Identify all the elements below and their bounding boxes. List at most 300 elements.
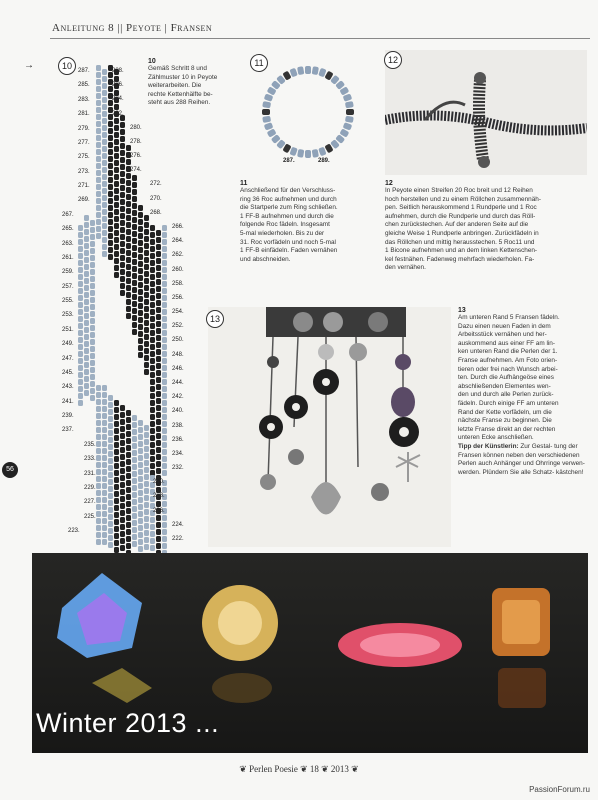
pattern-bead: [120, 412, 125, 418]
text-line: Franse aufnehmen. Am Foto orien-: [458, 356, 558, 364]
pattern-bead: [126, 508, 131, 514]
pattern-bead: [84, 236, 89, 242]
tip-line: Anhänger und Ohrringe verwen-: [493, 460, 585, 468]
pattern-bead: [126, 445, 131, 451]
pattern-bead: [120, 496, 125, 502]
pattern-bead: [102, 504, 107, 510]
pattern-bead: [120, 419, 125, 425]
row-label: 227.: [84, 499, 96, 506]
pattern-bead: [126, 243, 131, 249]
pattern-bead: [132, 457, 137, 463]
ring-bead: [262, 116, 271, 123]
pattern-bead: [162, 253, 167, 259]
pattern-bead: [96, 100, 101, 106]
row-label: 265.: [62, 226, 74, 233]
pattern-bead: [90, 269, 95, 275]
pattern-bead: [120, 503, 125, 509]
ring-bead: [343, 122, 353, 130]
pattern-bead: [102, 448, 107, 454]
pattern-bead: [90, 367, 95, 373]
pattern-bead: [102, 434, 107, 440]
pattern-bead: [156, 300, 161, 306]
pattern-bead: [138, 240, 143, 246]
pattern-bead: [162, 358, 167, 364]
pattern-bead: [126, 410, 131, 416]
pattern-bead: [102, 399, 107, 405]
pattern-bead: [96, 385, 101, 391]
pattern-bead: [96, 128, 101, 134]
pattern-bead: [90, 339, 95, 345]
text-line: Anschließend für den Verschluss-: [240, 187, 336, 194]
pattern-bead: [120, 531, 125, 537]
pattern-bead: [144, 264, 149, 270]
pattern-bead: [132, 443, 137, 449]
pattern-bead: [114, 470, 119, 476]
pattern-bead: [90, 318, 95, 324]
pattern-bead: [84, 271, 89, 277]
pattern-bead: [144, 516, 149, 522]
step-11-badge: 11: [250, 54, 268, 72]
pattern-bead: [114, 428, 119, 434]
pattern-bead: [156, 265, 161, 271]
pattern-bead: [102, 385, 107, 391]
row-label: 248.: [172, 351, 184, 358]
pattern-bead: [84, 299, 89, 305]
pattern-bead: [120, 164, 125, 170]
pattern-bead: [132, 541, 137, 547]
pattern-bead: [150, 365, 155, 371]
pattern-bead: [132, 182, 137, 188]
pattern-bead: [108, 395, 113, 401]
pattern-bead: [138, 497, 143, 503]
pattern-bead: [132, 203, 137, 209]
pattern-bead: [78, 358, 83, 364]
row-label: 276.: [130, 153, 142, 160]
pattern-bead: [144, 544, 149, 550]
pattern-bead: [120, 178, 125, 184]
row-label: 254.: [172, 309, 184, 316]
row-label: 256.: [172, 294, 184, 301]
pattern-bead: [150, 239, 155, 245]
pattern-bead: [84, 257, 89, 263]
pattern-bead: [120, 440, 125, 446]
text-line: fädeln. Durch einige FF am unteren: [458, 399, 559, 407]
pattern-bead: [108, 437, 113, 443]
pattern-bead: [96, 191, 101, 197]
pattern-bead: [84, 250, 89, 256]
pattern-bead: [84, 243, 89, 249]
pattern-bead: [120, 405, 125, 411]
pattern-bead: [96, 420, 101, 426]
pattern-bead: [84, 292, 89, 298]
pattern-bead: [108, 198, 113, 204]
pattern-bead: [126, 215, 131, 221]
pattern-bead: [90, 332, 95, 338]
pattern-bead: [84, 215, 89, 221]
pattern-bead: [114, 181, 119, 187]
photo-clasp-closeup: [385, 50, 587, 175]
pattern-bead: [162, 225, 167, 231]
ring-bead: [297, 149, 304, 158]
pattern-bead: [132, 520, 137, 526]
text-line: unteren Ecke anschließen.: [458, 434, 534, 442]
pattern-bead: [90, 283, 95, 289]
pattern-bead: [114, 435, 119, 441]
pattern-bead: [126, 257, 131, 263]
pattern-bead: [78, 288, 83, 294]
pattern-bead: [132, 429, 137, 435]
row-label: 222.: [172, 536, 184, 542]
pattern-bead: [162, 456, 167, 462]
row-label: 286.: [112, 82, 124, 89]
pattern-bead: [108, 205, 113, 211]
pattern-bead: [96, 392, 101, 398]
clasp-ring-diagram: [254, 60, 362, 170]
pattern-bead: [102, 125, 107, 131]
pattern-bead: [120, 199, 125, 205]
pattern-bead: [96, 483, 101, 489]
pattern-bead: [120, 482, 125, 488]
row-label: 278.: [130, 138, 142, 145]
pattern-bead: [114, 505, 119, 511]
pattern-bead: [132, 506, 137, 512]
artist-tip-label: Tipp der Künstlerin:: [458, 442, 519, 450]
pattern-bead: [96, 79, 101, 85]
pattern-bead: [150, 538, 155, 544]
pattern-bead: [150, 517, 155, 523]
pattern-bead: [108, 177, 113, 183]
step-13-title: 13: [458, 307, 466, 314]
pattern-bead: [120, 461, 125, 467]
row-label: 231.: [84, 470, 96, 477]
step-12-title: 12: [385, 180, 393, 187]
pattern-bead: [126, 271, 131, 277]
pattern-bead: [84, 383, 89, 389]
pattern-bead: [84, 278, 89, 284]
pattern-bead: [162, 487, 167, 493]
pattern-bead: [126, 145, 131, 151]
pattern-bead: [120, 185, 125, 191]
pattern-bead: [156, 454, 161, 460]
pattern-bead: [162, 302, 167, 308]
pattern-bead: [132, 499, 137, 505]
pattern-bead: [120, 206, 125, 212]
pattern-bead: [102, 469, 107, 475]
pattern-bead: [156, 405, 161, 411]
text-line: ken unteren Rand die Perlen der 1.: [458, 348, 558, 356]
pattern-bead: [132, 308, 137, 314]
pattern-bead: [96, 434, 101, 440]
pattern-bead: [156, 522, 161, 528]
pattern-bead: [132, 471, 137, 477]
text-line: nächste Franse zu beginnen. Die: [458, 417, 552, 425]
pattern-bead: [108, 535, 113, 541]
pattern-bead: [132, 280, 137, 286]
pattern-bead: [114, 498, 119, 504]
pattern-bead: [84, 355, 89, 361]
ring-bead: [343, 93, 353, 101]
pattern-bead: [150, 386, 155, 392]
row-label: 237.: [62, 427, 74, 434]
pattern-bead: [132, 217, 137, 223]
pattern-bead: [156, 356, 161, 362]
row-label: 242.: [172, 394, 184, 401]
pattern-bead: [102, 174, 107, 180]
pattern-bead: [144, 432, 149, 438]
pattern-bead: [150, 337, 155, 343]
pattern-bead: [120, 255, 125, 261]
pattern-bead: [78, 372, 83, 378]
pattern-bead: [138, 352, 143, 358]
pattern-bead: [150, 344, 155, 350]
pattern-bead: [138, 289, 143, 295]
ring-bead: [345, 101, 354, 108]
pattern-bead: [132, 315, 137, 321]
pattern-bead: [132, 450, 137, 456]
pattern-bead: [84, 320, 89, 326]
pattern-bead: [138, 441, 143, 447]
pattern-bead: [78, 260, 83, 266]
pattern-bead: [102, 83, 107, 89]
pattern-bead: [114, 167, 119, 173]
pattern-bead: [144, 530, 149, 536]
pattern-bead: [114, 90, 119, 96]
step-12-text: [385, 180, 588, 273]
pattern-bead: [120, 276, 125, 282]
pattern-bead: [132, 422, 137, 428]
text-line: rechte Kettenhälfte be-: [148, 90, 213, 98]
pattern-bead: [132, 287, 137, 293]
pattern-bead: [96, 226, 101, 232]
pattern-bead: [126, 292, 131, 298]
row-label: 267.: [62, 211, 74, 218]
step-10-badge: 10: [58, 57, 76, 75]
pattern-bead: [144, 313, 149, 319]
pattern-bead: [120, 290, 125, 296]
pattern-bead: [78, 379, 83, 385]
text-line: die Startperle zum Ring schließen.: [240, 204, 338, 212]
pattern-bead: [126, 431, 131, 437]
pattern-bead: [126, 264, 131, 270]
step-12-badge: 12: [384, 51, 402, 69]
pattern-bead: [114, 202, 119, 208]
pattern-bead: [90, 304, 95, 310]
pattern-bead: [162, 386, 167, 392]
artist-tip: [458, 443, 592, 477]
pattern-bead: [108, 156, 113, 162]
pattern-bead: [150, 253, 155, 259]
pattern-bead: [120, 129, 125, 135]
pattern-bead: [132, 259, 137, 265]
banner-title: Winter 2013 ...: [36, 708, 220, 738]
pattern-bead: [114, 125, 119, 131]
pattern-bead: [144, 362, 149, 368]
tip-line: werden. Plündern Sie alle Schatz-: [458, 468, 557, 476]
pattern-bead: [90, 248, 95, 254]
pattern-bead: [96, 406, 101, 412]
pattern-bead: [114, 237, 119, 243]
pattern-bead: [84, 348, 89, 354]
ring-bead: [345, 116, 354, 123]
text-line: 1 FF-B einfädeln. Faden vernähen: [240, 247, 338, 255]
pattern-bead: [144, 425, 149, 431]
pattern-bead: [126, 424, 131, 430]
pattern-bead: [156, 370, 161, 376]
pattern-bead: [144, 327, 149, 333]
pattern-bead: [96, 219, 101, 225]
pattern-bead: [108, 472, 113, 478]
pattern-bead: [162, 407, 167, 413]
pattern-bead: [138, 226, 143, 232]
pattern-bead: [90, 276, 95, 282]
pattern-bead: [156, 342, 161, 348]
pattern-bead: [138, 511, 143, 517]
pattern-bead: [144, 229, 149, 235]
pattern-bead: [114, 188, 119, 194]
pattern-bead: [138, 205, 143, 211]
pattern-bead: [138, 310, 143, 316]
pattern-bead: [84, 264, 89, 270]
pattern-bead: [162, 316, 167, 322]
pattern-bead: [138, 483, 143, 489]
pattern-bead: [126, 452, 131, 458]
pattern-bead: [96, 149, 101, 155]
pattern-bead: [108, 493, 113, 499]
pattern-bead: [132, 322, 137, 328]
pattern-bead: [96, 462, 101, 468]
ring-bead: [262, 109, 270, 115]
pattern-bead: [132, 245, 137, 251]
pattern-bead: [108, 212, 113, 218]
pattern-bead: [162, 246, 167, 252]
pattern-bead: [156, 230, 161, 236]
pattern-bead: [126, 501, 131, 507]
pattern-bead: [78, 253, 83, 259]
pattern-bead: [126, 536, 131, 542]
pattern-bead: [126, 222, 131, 228]
pattern-bead: [126, 173, 131, 179]
pattern-bead: [102, 216, 107, 222]
pattern-bead: [144, 481, 149, 487]
row-label: 232.: [172, 465, 184, 472]
tip-line: Zur Gestal-: [518, 442, 555, 450]
pattern-bead: [90, 395, 95, 401]
pattern-bead: [120, 426, 125, 432]
pattern-bead: [120, 433, 125, 439]
pattern-bead: [96, 156, 101, 162]
pattern-bead: [156, 384, 161, 390]
pattern-bead: [144, 502, 149, 508]
pattern-bead: [102, 476, 107, 482]
pattern-bead: [156, 447, 161, 453]
pattern-bead: [144, 292, 149, 298]
step-11-body: [240, 187, 385, 264]
pattern-bead: [96, 86, 101, 92]
pattern-bead: [120, 248, 125, 254]
text-line: 31. Roc vorfädeln und noch 5-mal: [240, 238, 336, 246]
pattern-bead: [108, 451, 113, 457]
pattern-bead: [78, 274, 83, 280]
pattern-bead: [138, 261, 143, 267]
pattern-bead: [162, 365, 167, 371]
pattern-bead: [102, 427, 107, 433]
pattern-bead: [114, 477, 119, 483]
pattern-bead: [90, 311, 95, 317]
pattern-bead: [114, 223, 119, 229]
step-10-body: [148, 65, 243, 108]
pattern-bead: [144, 334, 149, 340]
pattern-bead: [102, 69, 107, 75]
pattern-bead: [108, 479, 113, 485]
pattern-bead: [90, 360, 95, 366]
pattern-bead: [162, 470, 167, 476]
pattern-bead: [84, 222, 89, 228]
row-label: 281.: [78, 111, 90, 118]
pattern-bead: [144, 271, 149, 277]
pattern-bead: [156, 328, 161, 334]
ring-bead: [305, 150, 311, 158]
pattern-bead: [96, 233, 101, 239]
pattern-bead: [96, 205, 101, 211]
pattern-bead: [102, 188, 107, 194]
pattern-bead: [144, 453, 149, 459]
pattern-bead: [120, 150, 125, 156]
pattern-bead: [96, 212, 101, 218]
pattern-bead: [114, 540, 119, 546]
pattern-bead: [138, 331, 143, 337]
pattern-bead: [114, 400, 119, 406]
pattern-bead: [120, 538, 125, 544]
pattern-bead: [96, 448, 101, 454]
pattern-bead: [78, 232, 83, 238]
pattern-bead: [132, 196, 137, 202]
row-label: 283.: [78, 96, 90, 103]
pattern-bead: [126, 515, 131, 521]
pattern-bead: [114, 153, 119, 159]
pattern-bead: [144, 243, 149, 249]
pattern-bead: [132, 175, 137, 181]
pattern-bead: [138, 275, 143, 281]
pattern-bead: [132, 436, 137, 442]
pattern-bead: [144, 488, 149, 494]
pattern-bead: [78, 344, 83, 350]
pattern-bead: [138, 219, 143, 225]
pattern-bead: [144, 369, 149, 375]
pattern-bead: [120, 241, 125, 247]
pattern-bead: [138, 476, 143, 482]
step-13-badge: 13: [206, 310, 224, 328]
pattern-bead: [102, 209, 107, 215]
pattern-bead: [162, 442, 167, 448]
pattern-bead: [96, 72, 101, 78]
pattern-bead: [108, 121, 113, 127]
text-line: Dazu einen neuen Faden in dem: [458, 322, 551, 330]
arrow-icon: →: [24, 60, 34, 71]
pattern-bead: [102, 160, 107, 166]
pattern-bead: [120, 545, 125, 551]
pattern-bead: [108, 191, 113, 197]
pattern-bead: [78, 351, 83, 357]
pattern-bead: [84, 341, 89, 347]
pattern-bead: [150, 267, 155, 273]
pattern-bead: [138, 338, 143, 344]
pattern-bead: [96, 184, 101, 190]
pattern-bead: [132, 266, 137, 272]
row-label: 238.: [172, 422, 184, 429]
pattern-bead: [102, 413, 107, 419]
pattern-bead: [156, 412, 161, 418]
row-label: 250.: [172, 337, 184, 344]
